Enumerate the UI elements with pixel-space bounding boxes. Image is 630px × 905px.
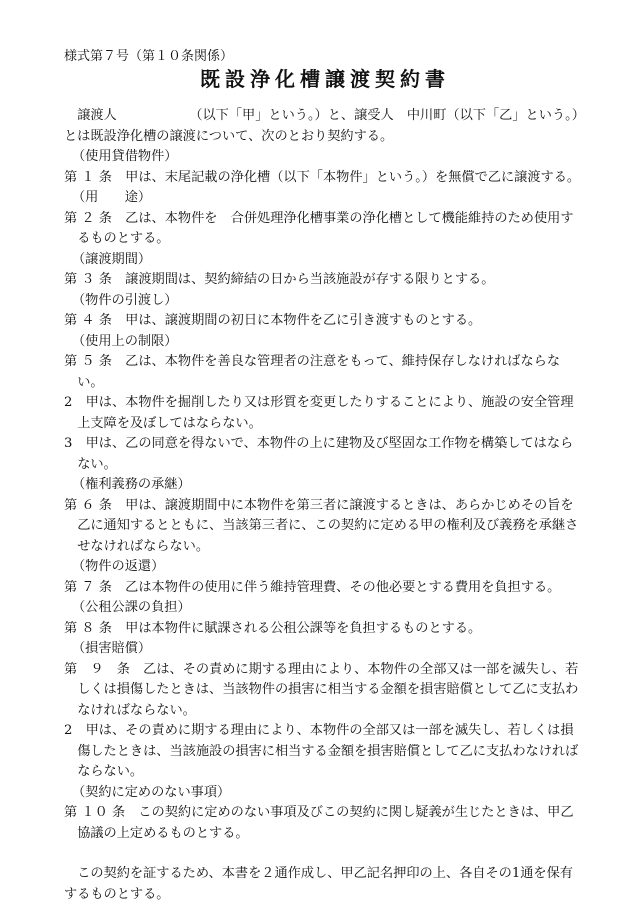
intro-paragraph: 譲渡人 （以下「甲」という。）と、譲受人 中川町（以下「乙」という。）とは既設浄化槽の譲渡について、次のとおり契約する。 <box>64 108 585 144</box>
article-6: 第 ６ 条 甲は、譲渡期間中に本物件を第三者に譲渡するときは、あらかじめその旨を乙に通知するとともに、当該第三者に、この契約に定める甲の権利及び義務を承継させなければならない。 <box>64 497 579 554</box>
article-1-heading: （使用貸借物件） <box>72 149 178 164</box>
article-10-heading: （契約に定めのない事項） <box>72 784 231 800</box>
article-5-paragraph-3: 3 甲は、乙の同意を得ないで、本物件の上に建物及び堅固な工作物を構築してはならない。 <box>64 436 574 472</box>
article-9: 第 ９ 条 乙は、その責めに期する理由により、本物件の全部又は一部を滅失し、若しくは損傷したときは、当該物件の損害に相当する金額を損害賠償として乙に支払わなければならない。 <box>64 661 579 718</box>
article-7-heading: （物件の返還） <box>72 559 165 574</box>
article-2-heading: （用 途） <box>72 190 152 205</box>
article-7: 第 ７ 条 乙は本物件の使用に伴う維持管理費、その他必要とする費用を負担する。 <box>64 579 561 595</box>
article-8: 第 ８ 条 甲は本物件に賦課される公租公課等を負担するものとする。 <box>64 620 482 636</box>
closing-paragraph: この契約を証するため、本書を２通作成し、甲乙記名押印の上、各自その1通を保有するものとする。 <box>64 866 573 902</box>
article-9-paragraph-2: 2 甲は、その責めに期する理由により、本物件の全部又は一部を滅失し、若しくは損傷したときは、当該施設の損害に相当する金額を損害賠償として乙に支払わなければならない。 <box>64 723 579 779</box>
article-5-heading: （使用上の制限） <box>72 333 178 349</box>
article-4-heading: （物件の引渡し） <box>72 292 178 308</box>
article-1: 第 １ 条 甲は、末尾記載の浄化槽（以下「本物件」という。）を無償で乙に譲渡する。 <box>64 169 581 185</box>
article-5: 第 ５ 条 乙は、本物件を善良な管理者の注意をもって、維持保存しなければならない。 <box>64 354 561 390</box>
article-2: 第 ２ 条 乙は、本物件を 合併処理浄化槽事業の浄化槽として機能維持のため使用するものとする。 <box>64 210 574 246</box>
article-3: 第 ３ 条 譲渡期間は、契約締結の日から当該施設が存する限りとする。 <box>64 272 495 287</box>
article-3-heading: （譲渡期間） <box>72 251 152 267</box>
form-number: 様式第７号（第１０条関係） <box>64 49 234 64</box>
article-6-heading: （権利義務の承継） <box>72 477 191 492</box>
document-title: 既設浄化槽譲渡契約書 <box>200 67 450 91</box>
article-5-paragraph-2: 2 甲は、本物件を掘削したり又は形質を変更したりすることにより、施設の安全管理上支障を及ぼしてはならない。 <box>64 395 574 431</box>
article-9-heading: （損害賠償） <box>72 641 152 656</box>
article-4: 第 ４ 条 甲は、譲渡期間の初日に本物件を乙に引き渡すものとする。 <box>64 313 482 328</box>
article-10: 第 １０ 条 この契約に定めのない事項及びこの契約に関し疑義が生じたときは、甲乙協議の上定めるものとする。 <box>64 805 574 841</box>
article-8-heading: （公租公課の負担） <box>72 600 191 615</box>
